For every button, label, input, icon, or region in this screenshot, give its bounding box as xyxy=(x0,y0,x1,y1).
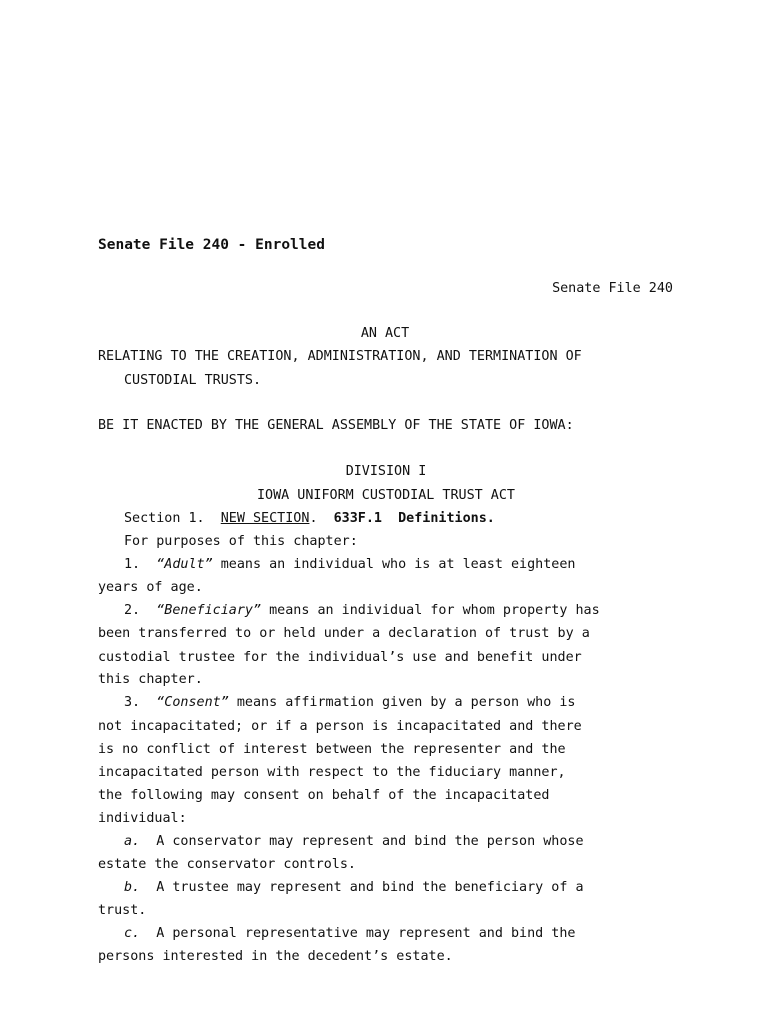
section-intro: For purposes of this chapter: xyxy=(124,534,358,549)
definition-1 xyxy=(124,557,575,573)
definition-2 xyxy=(124,603,600,619)
paragraph-a-line-2: estate the conservator controls. xyxy=(98,857,356,872)
definition-3 xyxy=(124,695,575,711)
definition-2-term: “Beneficiary” xyxy=(156,603,262,618)
section-dot: . xyxy=(309,511,318,526)
file-reference: Senate File 240 xyxy=(552,281,673,296)
act-label: AN ACT xyxy=(360,326,410,341)
definition-2-text: means an individual for whom property has xyxy=(261,603,600,618)
paragraph-b-label: b. xyxy=(124,880,141,895)
definition-2-line-3: custodial trustee for the individual’s use and benefit under xyxy=(98,650,582,665)
paragraph-c-text: A personal representative may represent and bind the xyxy=(140,926,576,941)
section-heading: Definitions. xyxy=(398,511,495,526)
paragraph-a-label: a. xyxy=(124,834,141,849)
relating-clause-line-2: CUSTODIAL TRUSTS. xyxy=(124,373,262,388)
section-prefix: Section 1. xyxy=(124,511,205,526)
paragraph-b-line-2: trust. xyxy=(98,903,147,918)
section-1-heading xyxy=(124,511,495,527)
paragraph-b-text: A trustee may represent and bind the beneficiary of a xyxy=(140,880,584,895)
definition-2-number: 2. xyxy=(124,603,141,618)
new-section-label: NEW SECTION xyxy=(220,511,310,526)
division-number: DIVISION I xyxy=(345,464,427,479)
paragraph-a-text: A conservator may represent and bind the person whose xyxy=(140,834,584,849)
definition-3-text: means affirmation given by a person who is xyxy=(228,695,576,710)
division-name: IOWA UNIFORM CUSTODIAL TRUST ACT xyxy=(257,488,515,503)
definition-3-number: 3. xyxy=(124,695,141,710)
definition-3-term: “Consent” xyxy=(156,695,229,710)
definition-2-line-2: been transferred to or held under a declaration of trust by a xyxy=(98,626,590,641)
paragraph-c-line-2: persons interested in the decedent’s estate. xyxy=(98,949,453,964)
paragraph-a xyxy=(124,834,584,850)
definition-3-line-5: the following may consent on behalf of the incapacitated xyxy=(98,788,550,803)
document-title: Senate File 240 - Enrolled xyxy=(98,237,325,253)
definition-3-line-6: individual: xyxy=(98,811,187,826)
paragraph-c xyxy=(124,926,575,942)
enacting-clause: BE IT ENACTED BY THE GENERAL ASSEMBLY OF THE STATE OF IOWA: xyxy=(98,418,574,433)
definition-3-line-2: not incapacitated; or if a person is incapacitated and there xyxy=(98,719,582,734)
relating-clause-line-1: RELATING TO THE CREATION, ADMINISTRATION, AND TERMINATION OF xyxy=(98,349,582,364)
section-code: 633F.1 xyxy=(333,511,382,526)
definition-1-number: 1. xyxy=(124,557,141,572)
definition-2-line-4: this chapter. xyxy=(98,672,203,687)
paragraph-b xyxy=(124,880,584,896)
definition-1-term: “Adult” xyxy=(156,557,213,572)
definition-1-line-2: years of age. xyxy=(98,580,203,595)
definition-3-line-4: incapacitated person with respect to the fiduciary manner, xyxy=(98,765,566,780)
paragraph-c-label: c. xyxy=(124,926,141,941)
definition-1-text: means an individual who is at least eighteen xyxy=(212,557,576,572)
definition-3-line-3: is no conflict of interest between the representer and the xyxy=(98,742,566,757)
